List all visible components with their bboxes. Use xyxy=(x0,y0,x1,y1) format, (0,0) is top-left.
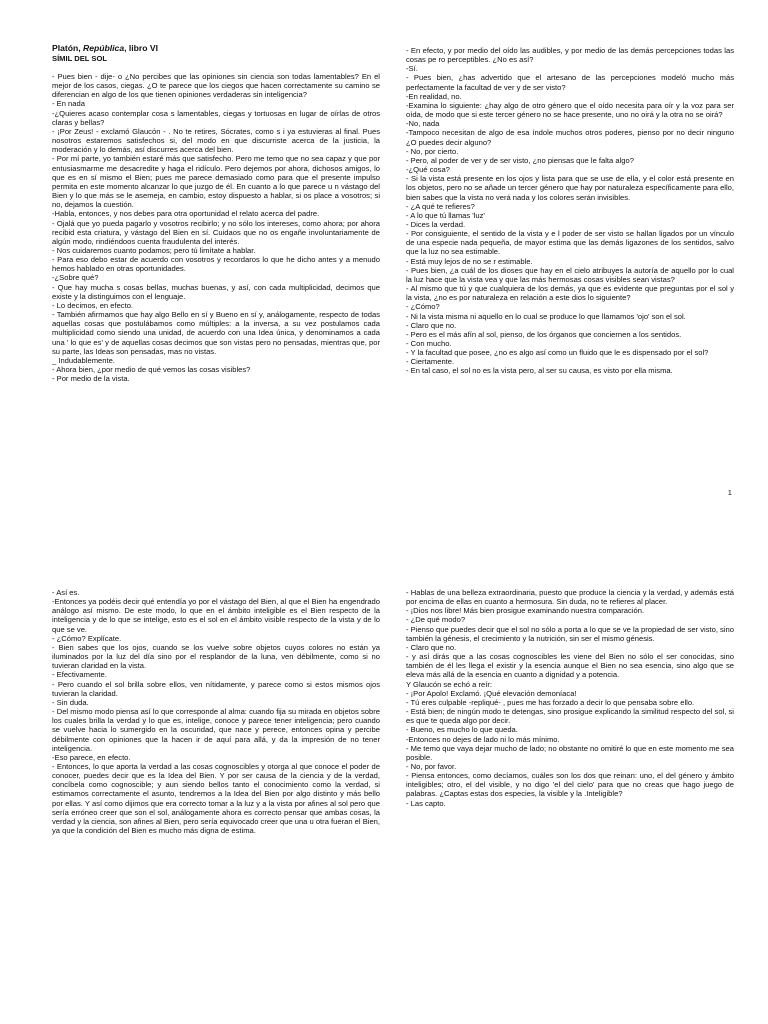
paragraph: - Sin duda. xyxy=(52,697,89,707)
paragraph: - Pues bien, ¿has advertido que el artesano de las percepciones modeló mucho más perfectamente la facultad de ver y de ser visto? xyxy=(406,73,734,92)
paragraph: - En tal caso, el sol no es la vista pero, al ser su causa, es visto por ella misma. xyxy=(406,366,673,376)
paragraph: - Pero cuando el sol brilla sobre ellos, ven nítidamente, y parece como si estos mismos ojos tuvieran la claridad. xyxy=(52,679,380,698)
document-subtitle: SÍMIL DEL SOL xyxy=(52,54,107,63)
paragraph: - Tú eres culpable -repliqué- , pues me has forzado a decir lo que pensaba sobre ello. xyxy=(406,697,695,707)
paragraph: - Por medio de la vista. xyxy=(52,374,130,384)
paragraph: -Tampoco necesitan de algo de esa índole muchos otros poderes, pienso por no decir ninguno ¿O puedes decir alguno? xyxy=(406,128,734,147)
page-2-left-text xyxy=(52,588,380,835)
paragraph: - En efecto, y por medio del oído las audibles, y por medio de las demás percepciones todas las cosas pe ro perceptibles. ¿No es así? xyxy=(406,46,734,65)
paragraph: -¿Qué cosa? xyxy=(406,165,450,175)
paragraph: - Que hay mucha s cosas bellas, muchas buenas, y así, con cada multiplicidad, decimos que existe y la distinguimos con el lenguaje. xyxy=(52,282,380,301)
paragraph: - Ojalá que yo pueda pagarlo y vosotros recibirlo; y no sólo los intereses, como ahora; por ahora recibid esta criatura, y vástago del Bien en sí. Cuidaos que no os engañe involuntariamente de algún modo, rindiéndoos cuenta fraudulenta del interés. xyxy=(52,218,380,246)
paragraph: - También afirmamos que hay algo Bello en sí y Bueno en sí y, análogamente, respecto de todas aquellas cosas que postulábamos como múltiples: a la inversa, a su vez postulamos cada multiplicidad como siendo una unidad, de acuerdo con una Idea única, y denominamos a cada una ' lo que es' y de aquellas cosas decimos que son vistas pero no pensadas, mientras que, por su parte, las Ideas son pensadas, mas no vistas. xyxy=(52,310,380,356)
paragraph: - Hablas de una belleza extraordinaria, puesto que produce la ciencia y la verdad, y además está por encima de ellas en cuanto a hermosura. Sin duda, no te refieres al placer. xyxy=(406,588,734,607)
paragraph: - Me temo que vaya dejar mucho de lado; no obstante no omitiré lo que en este momento me sea posible. xyxy=(406,743,734,762)
paragraph: - Pues bien, ¿a cuál de los dioses que hay en el cielo atribuyes la autoría de aquello por lo cual la luz hace que la vista vea y que las más hermosas cosas visibles sean vistas? xyxy=(406,265,734,284)
paragraph: - Las capto. xyxy=(406,798,446,808)
paragraph: - Entonces, lo que aporta la verdad a las cosas cognoscibles y otorga al que conoce el poder de conocer, puedes decir que es la Idea del Bien. Y por ser causa de la ciencia y de la verdad, concíbela como cognoscible; y aun siendo bellos tanto el conocimiento como la verdad, si estimamos correctamente el asunto, tendremos a la Idea del Bien por algo distinto y más bello por ellas. Y así como dijimos que era correcto tomar a la luz y a la vista por afines al sol pero que sería erróneo creer que son el sol, análogamente ahora es correcto pensar que ambas cosas, la verdad y la ciencia, son afines al Bien, pero sería equivocado creer que una u otra fueran el Bien, ya que la condición del Bien es mucho más digna de estima. xyxy=(52,761,380,836)
paragraph: - Por mí parte, yo también estaré más que satisfecho. Pero me temo que no sea capaz y que por entusiasmarme me desacredite y haga el ridículo. Pero dejemos por ahora, dichosos amigos, lo que es en sí mismo el Bien; pues me parece demasiado como para que el presente impulso permita en este momento alcanzar lo que juzgo de él. En cuanto a lo que parece u n vástago del Bien y lo que más se le asemeja, en cambio, estoy dispuesto a hablar, si os place a vosotros; si no, dejamos la cuestión. xyxy=(52,154,380,210)
page-number: 1 xyxy=(727,488,732,497)
paragraph: - Piensa entonces, como decíamos, cuáles son los dos que reinan: uno, el del género y ámbito inteligibles; otro, el del visible, y no digo 'el del cielo' para que no creas que hago juego de palabras. ¿Captas estas dos especies, la visible y la .Inteligible? xyxy=(406,771,734,799)
page-2-left-column xyxy=(52,588,380,835)
paragraph: - ¿Cómo? Explícate. xyxy=(52,633,122,643)
paragraph: -¿Quieres acaso contemplar cosa s lamentables, ciegas y tortuosas en lugar de oírlas de otros claras y bellas? xyxy=(52,108,380,127)
paragraph: - ¿Cómo? xyxy=(406,302,440,312)
paragraph: - ¡Por Apolo! Exclamó. ¡Qué elevación demoníaca! xyxy=(406,688,577,698)
page-1-left-text xyxy=(52,72,380,383)
paragraph: - Si la vista está presente en los ojos y lista para que se use de ella, y el color está presente en los objetos, pero no se añade un tercer género que hay por naturaleza específicamente para ello, bien sabes que la vista no verá nada y los colores serán invisibles. xyxy=(406,174,735,202)
page-1-left-column xyxy=(52,43,380,383)
paragraph: - Con mucho. xyxy=(406,339,452,348)
paragraph: - Nos cuidaremos cuanto podamos; pero tú limítate a hablar. xyxy=(52,245,256,255)
paragraph: - Así es. xyxy=(52,588,80,597)
paragraph: - Pero es el más afín al sol, pienso, de los órganos que conciernen a los sentidos. xyxy=(406,329,682,339)
paragraph: - Está muy lejos de no se r estimable. xyxy=(406,256,533,266)
paragraph: - Está bien; de ningún modo te detengas, sino prosigue explicando la similitud respecto del sol, si es que te queda algo por decir. xyxy=(406,707,734,726)
paragraph: - Bien sabes que los ojos, cuando se los vuelve sobre objetos cuyos colores no están ya iluminados por la luz del día sino por el resplandor de la luna, ven débilmente, como si no tuvieran claridad en la vista. xyxy=(52,642,380,671)
paragraph: - Pienso que puedes decir que el sol no sólo a porta a lo que se ve la propiedad de ser visto, sino también la génesis, el crecimiento y la nutrición, sin ser el mismo génesis. xyxy=(406,624,734,643)
paragraph: - Para eso debo estar de acuerdo con vosotros y recordaros lo que he dicho antes y a menudo hemos hablado en otras oportunidades. xyxy=(52,255,380,274)
paragraph: -No, nada xyxy=(406,119,440,129)
paragraph: -Sí. xyxy=(406,64,418,74)
page-2-right-text xyxy=(406,588,734,808)
paragraph: -Examina lo siguiente: ¿hay algo de otro género que el oído necesita para oír y la voz para ser oída, de modo que si este tercer género no se hace presente, uno no oirá y la otra no se oirá? xyxy=(406,100,734,120)
paragraph: -En realidad, no. xyxy=(406,91,462,101)
paragraph: - Dices la verdad. xyxy=(406,219,466,229)
paragraph: Y Glaucón se echó a reír: xyxy=(406,679,492,689)
paragraph: - ¿A qué te refieres? xyxy=(406,201,475,211)
paragraph: - En nada xyxy=(52,99,85,109)
paragraph: - No, por favor. xyxy=(406,761,457,771)
paragraph: - Pues bien - dije- o ¿No percibes que las opiniones sin ciencia son todas lamentables? En el mejor de los casos, ciegas. ¿O te parece que los ciegos que hacen correctamente su camino se diferencian en algo de los que tienen opiniones verdaderas sin inteligencia? xyxy=(52,72,380,100)
paragraph: -Entonces no dejes de lado ni lo más mínimo. xyxy=(406,734,560,744)
paragraph: - Claro que no. xyxy=(406,642,457,652)
paragraph: - No, por cierto. xyxy=(406,146,459,156)
paragraph: - Del mismo modo piensa así lo que corresponde al alma: cuando fija su mirada en objetos sobre los cuales brilla la verdad y lo que es, intelige, conoce y parece tener inteligencia; pero cuando se vuelve hacia lo sumergido en la oscuridad, que nace y perece, entonces opina y percibe débilmente con opiniones que la hacen ir de aquí para allá, y da la impresión de no tener inteligencia. xyxy=(52,707,380,753)
paragraph: -¿Sobre qué? xyxy=(52,273,99,283)
paragraph: - A lo que tú llamas 'luz' xyxy=(406,210,485,220)
page-1-right-text xyxy=(406,46,734,376)
document-page-2 xyxy=(0,514,768,1024)
paragraph: - Y la facultad que posee, ¿no es algo así como un fluido que le es dispensado por el sol? xyxy=(406,348,709,358)
paragraph: -Habla, entonces, y nos debes para otra oportunidad el relato acerca del padre. xyxy=(52,209,320,219)
document-title: Platón, República, libro VI xyxy=(52,43,159,53)
paragraph: - Bueno, es mucho lo que queda. xyxy=(406,725,518,735)
paragraph: - Por consiguiente, el sentido de la vista y e l poder de ser visto se hallan ligados por un vínculo de una especie nada pequeña, de mayor estima que las demás ligazones de los sentidos, salvo que la luz no sea estimable. xyxy=(406,229,734,257)
paragraph: - Ni la vista misma ni aquello en lo cual se produce lo que llamamos 'ojo' son el sol. xyxy=(406,311,686,321)
paragraph: -Entonces ya podéis decir qué entendía yo por el vástago del Bien, al que el Bien ha engendrado análogo así mismo. De este modo, lo que en el ámbito inteligible es el Bien respecto de la inteligencia y de lo que se intelige, esto es el sol en el ámbito visible respecto de la vista y de lo que se ve. xyxy=(52,597,380,634)
paragraph: - Pero, al poder de ver y de ser visto, ¿no piensas que le falta algo? xyxy=(406,155,634,165)
paragraph: - Ahora bien, ¿por medio de qué vemos las cosas visibles? xyxy=(52,365,251,374)
page-2-right-column xyxy=(406,588,734,808)
paragraph: -Eso parece, en efecto. xyxy=(52,752,131,762)
page-1-right-column xyxy=(406,46,734,376)
paragraph: - Efectivamente. xyxy=(52,670,107,680)
paragraph: - ¿De qué modo? xyxy=(406,615,466,625)
paragraph: _ Indudablemente. xyxy=(52,355,115,365)
paragraph: - y así dirás que a las cosas cognoscibles les viene del Bien no sólo el ser conocidas, sino también de él les llega el existir y la esencia aunque el Bien no sea esencia, sino algo que se eleva más allá de la esencia en cuanto a dignidad y a potencia. xyxy=(406,652,734,680)
paragraph: - ¡Dios nos libre! Más bien prosigue examinando nuestra comparación. xyxy=(406,606,645,616)
paragraph: - Claro que no. xyxy=(406,320,457,330)
paragraph: - Al mismo que tú y que cualquiera de los demás, ya que es evidente que preguntas por el sol y la vista, ¿no es por naturaleza en relación a este dios lo siguiente? xyxy=(406,284,734,303)
document-page-1 xyxy=(0,0,768,510)
paragraph: - ¡Por Zeus! - exclamó Glaucón - . No te retires, Sócrates, como s i ya estuvieras al final. Pues nosotros estaremos satisfechos si, del modo en que discurriste acerca de la justicia, la moderación y lo demás, así discurres acerca del bien. xyxy=(52,126,380,155)
paragraph: - Lo decimos, en efecto. xyxy=(52,300,134,310)
paragraph: - Ciertamente. xyxy=(406,357,455,367)
